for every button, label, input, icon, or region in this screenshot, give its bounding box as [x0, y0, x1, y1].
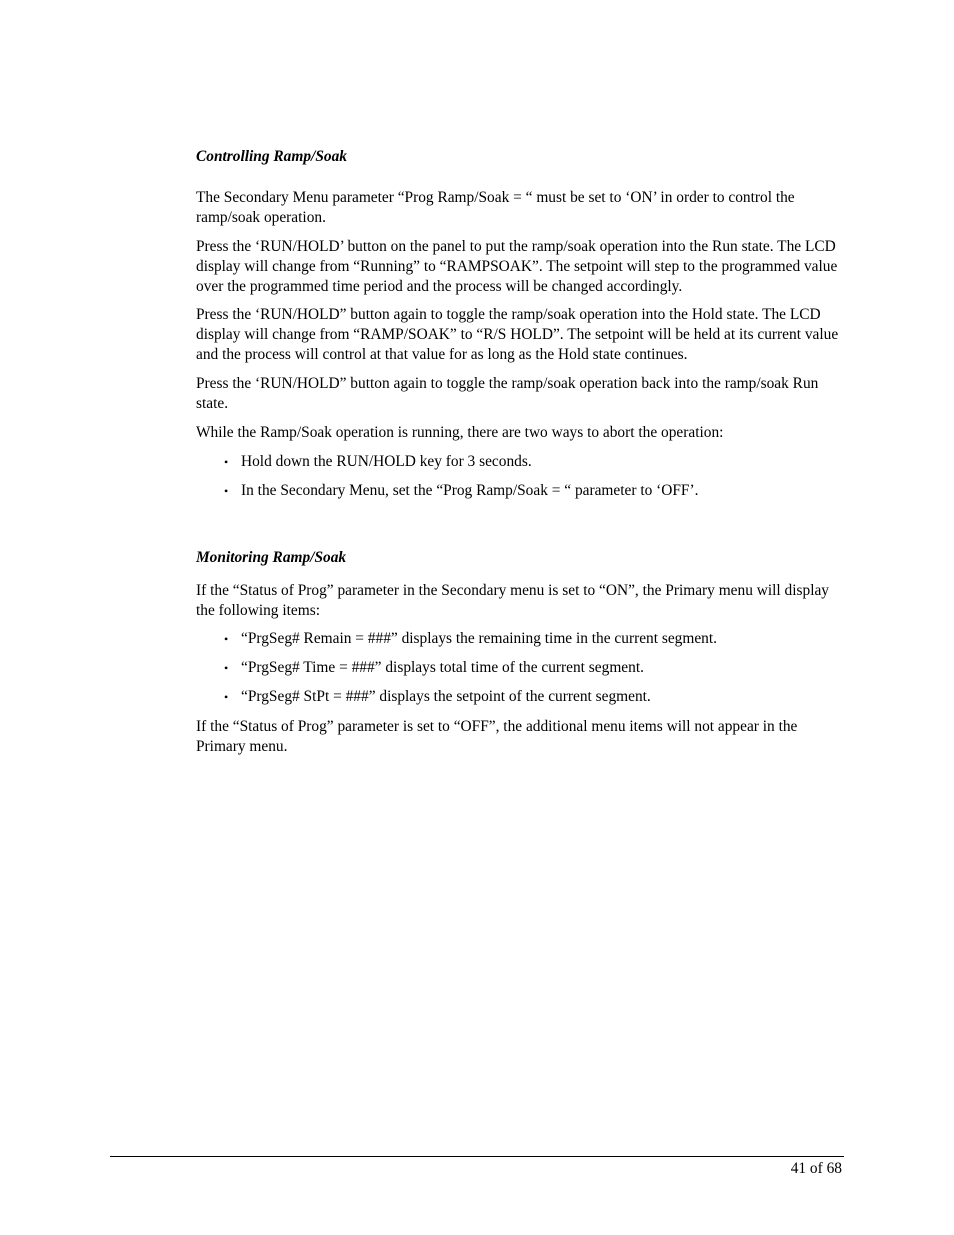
bullet-icon: •: [224, 484, 229, 498]
list-item: [196, 629, 841, 649]
paragraph: Press the ‘RUN/HOLD” button again to toggle the ramp/soak operation into the Hold state. The LCD display will change from “RAMP/SOAK” to “R/S HOLD”. The setpoint will be held at its current value and the process will control at that value for as long as the Hold state continues.: [196, 306, 839, 363]
document-body: [196, 147, 841, 757]
bullet-list: [196, 629, 841, 707]
bullet-icon: •: [224, 455, 229, 469]
bullet-icon: •: [224, 661, 229, 675]
paragraph: The Secondary Menu parameter “Prog Ramp/Soak = “ must be set to ‘ON’ in order to control the ramp/soak operation.: [196, 189, 795, 226]
list-item: [196, 658, 841, 678]
list-item: [196, 481, 841, 501]
bullet-icon: •: [224, 632, 229, 646]
paragraph: Press the ‘RUN/HOLD’ button on the panel to put the ramp/soak operation into the Run state. The LCD display will change from “Running” to “RAMPSOAK”. The setpoint will step to the programmed value over the programmed time period and the process will be changed accordingly.: [196, 238, 838, 295]
list-item-text: “PrgSeg# Time = ###” displays total time of the current segment.: [241, 659, 644, 676]
footer-divider: [110, 1156, 844, 1157]
paragraph: If the “Status of Prog” parameter in the Secondary menu is set to “ON”, the Primary menu will display the following items:: [196, 582, 829, 619]
list-item-text: “PrgSeg# Remain = ###” displays the remaining time in the current segment.: [241, 630, 717, 647]
list-item: [196, 687, 841, 707]
list-item-text: Hold down the RUN/HOLD key for 3 seconds.: [241, 453, 532, 470]
paragraph: Press the ‘RUN/HOLD” button again to toggle the ramp/soak operation back into the ramp/soak Run state.: [196, 375, 819, 412]
list-item-text: “PrgSeg# StPt = ###” displays the setpoint of the current segment.: [241, 688, 651, 705]
paragraph: If the “Status of Prog” parameter is set to “OFF”, the additional menu items will not appear in the Primary menu.: [196, 718, 798, 755]
list-item: [196, 452, 841, 472]
section-heading-controlling: Controlling Ramp/Soak: [196, 148, 347, 165]
bullet-icon: •: [224, 690, 229, 704]
bullet-list: [196, 452, 841, 501]
paragraph: While the Ramp/Soak operation is running, there are two ways to abort the operation:: [196, 424, 724, 441]
section-heading-monitoring: Monitoring Ramp/Soak: [196, 549, 347, 566]
page-number: 41 of 68: [790, 1160, 842, 1177]
list-item-text: In the Secondary Menu, set the “Prog Ramp/Soak = “ parameter to ‘OFF’.: [241, 482, 699, 499]
